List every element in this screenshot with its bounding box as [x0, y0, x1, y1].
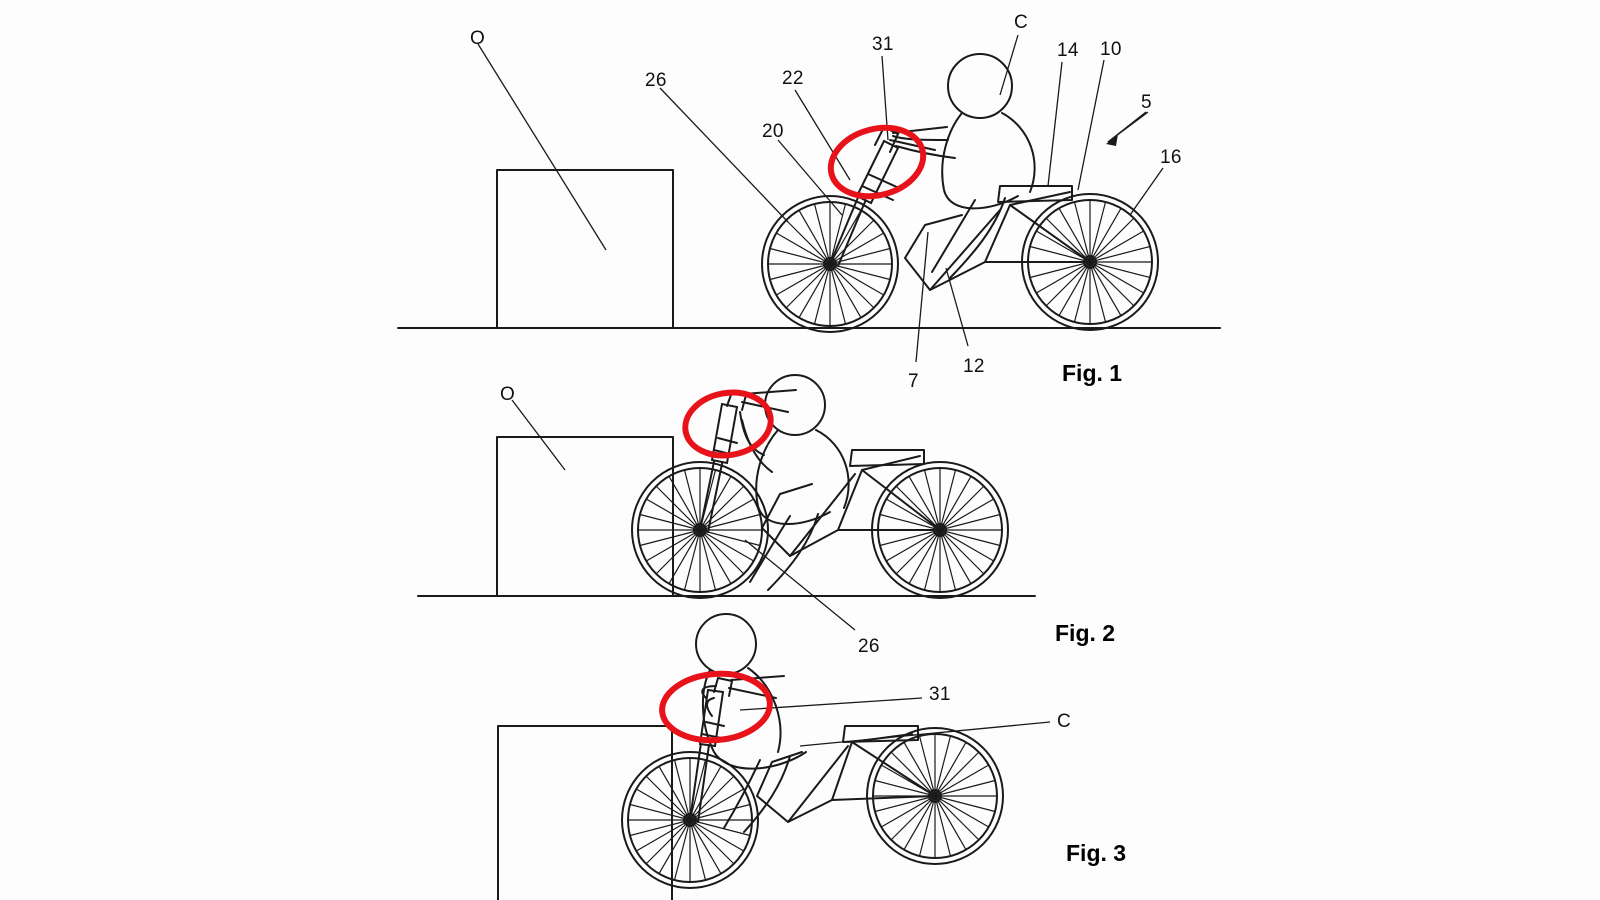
ref-label-fig1-C: C	[1014, 12, 1029, 33]
ref-label-fig1-16: 16	[1160, 147, 1182, 168]
ref-label-fig3-31: 31	[929, 684, 951, 705]
ref-label-fig1-10: 10	[1100, 39, 1122, 60]
figure-3-caption: Fig. 3	[1066, 840, 1127, 866]
figure-2-caption: Fig. 2	[1055, 620, 1116, 646]
ref-label-fig1-14: 14	[1057, 40, 1079, 61]
ref-label-fig1-5: 5	[1141, 92, 1152, 113]
ref-label-fig2-26: 26	[858, 636, 880, 657]
ref-label-fig1-20: 20	[762, 121, 784, 142]
ref-label-fig1-26: 26	[645, 70, 667, 91]
ref-label-fig1-7: 7	[908, 371, 919, 392]
figure-3-drawing	[498, 614, 1050, 900]
figure-2-drawing	[418, 375, 1035, 630]
ref-label-fig2-O: O	[500, 384, 516, 405]
ref-label-fig1-22: 22	[782, 68, 804, 89]
figure-1-caption: Fig. 1	[1062, 360, 1123, 386]
figure-1-drawing	[398, 35, 1220, 362]
ref-label-fig3-C: C	[1057, 711, 1072, 732]
ref-label-fig1-12: 12	[963, 356, 985, 377]
ref-label-fig1-O: O	[470, 28, 486, 49]
ref-label-fig1-31: 31	[872, 34, 894, 55]
